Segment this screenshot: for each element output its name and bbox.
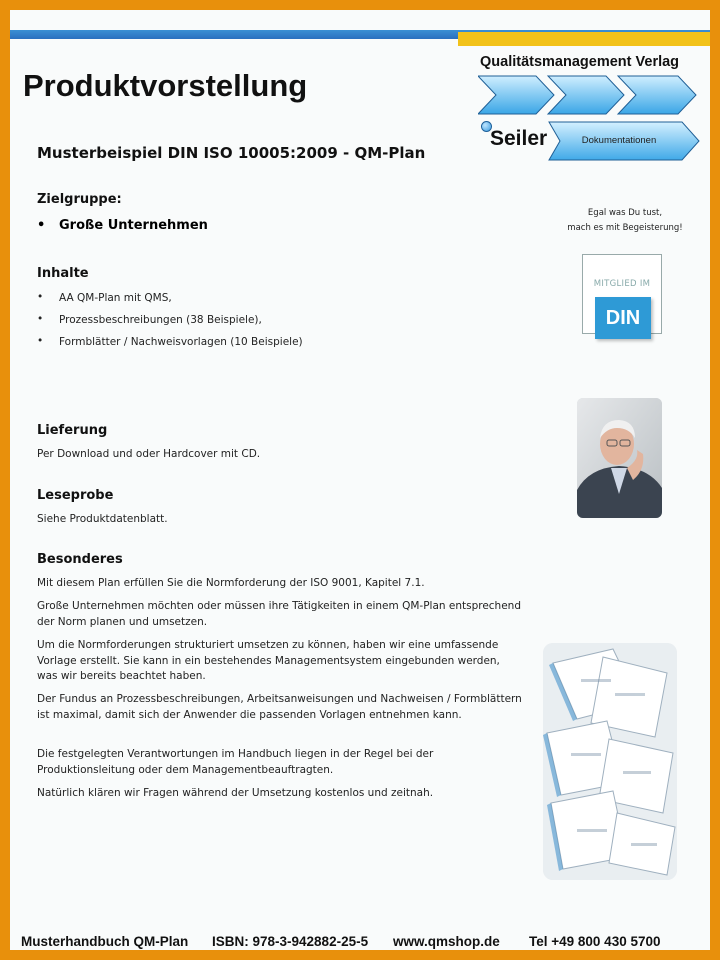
inhalte-heading: Inhalte [37, 266, 89, 281]
zielgruppe-heading: Zielgruppe: [37, 192, 122, 207]
books-stack-icon [543, 643, 677, 880]
author-portrait [577, 398, 662, 518]
brand-tagline: Qualitätsmanagement Verlag [480, 54, 680, 70]
list-item: • Formblätter / Nachweisvorlagen (10 Beispiele) [37, 336, 303, 358]
besonderes-paragraph: Große Unternehmen möchten oder müssen ihre Tätigkeiten in einem QM-Plan entsprechend der Norm planen und umsetzen. [37, 600, 521, 628]
besonderes-paragraph: Die festgelegten Verantwortungen im Handbuch liegen in der Regel bei der Produktionsleitung oder dem Managementbeauftragten. [37, 748, 434, 776]
list-item: • AA QM-Plan mit QMS, [37, 292, 303, 314]
besonderes-paragraph: Natürlich klären wir Fragen während der Umsetzung kostenlos und zeitnah. [37, 787, 434, 799]
besonderes-paragraph: Mit diesem Plan erfüllen Sie die Normforderung der ISO 9001, Kapitel 7.1. [37, 577, 425, 589]
footer-product: Musterhandbuch QM-Plan [21, 934, 189, 949]
product-books-image [543, 643, 677, 880]
motto [555, 206, 695, 236]
footer [10, 931, 710, 950]
din-logo: DIN [595, 297, 651, 339]
header-yellow-bar [458, 32, 710, 46]
leseprobe-heading: Leseprobe [37, 488, 114, 503]
besonderes-paragraph: Der Fundus an Prozessbeschreibungen, Arbeitsanweisungen und Nachweisen / Formblättern ist maximal, damit sich der Anwender die passenden Vorlagen entnehmen kann. [37, 693, 522, 721]
zielgruppe-item [37, 218, 208, 233]
lieferung-heading: Lieferung [37, 423, 108, 438]
motto-line: mach es mit Begeisterung! [567, 223, 683, 233]
din-membership-badge [582, 254, 662, 334]
lieferung-text: Per Download und oder Hardcover mit CD. [37, 448, 261, 460]
leseprobe-text: Siehe Produktdatenblatt. [37, 513, 168, 525]
bullet-icon: • [37, 218, 46, 233]
besonderes-heading: Besonderes [37, 552, 123, 567]
page [10, 10, 710, 950]
brand-name: Seiler [490, 127, 548, 150]
person-portrait-icon [577, 398, 662, 518]
din-member-label: MITGLIED IM [593, 279, 651, 289]
footer-phone: Tel +49 800 430 5700 [529, 934, 661, 949]
process-chevrons-icon [478, 74, 700, 116]
zielgruppe-item-label: Große Unternehmen [59, 218, 208, 233]
footer-isbn: ISBN: 978-3-942882-25-5 [212, 934, 369, 949]
motto-line: Egal was Du tust, [587, 208, 663, 218]
footer-website-link[interactable]: www.qmshop.de [393, 934, 500, 949]
list-item: • Prozessbeschreibungen (38 Beispiele), [37, 314, 303, 336]
page-title: Produktvorstellung [23, 68, 308, 103]
besonderes-paragraph: Um die Normforderungen strukturiert umsetzen zu können, haben wir eine umfassende Vorlage erstellt. Sie kann in ein bestehendes Managementsystem eingebunden werden, was wir bereits beachtet haben. [37, 639, 500, 682]
brand-tag: Dokumentationen [581, 135, 657, 146]
product-subtitle: Musterbeispiel DIN ISO 10005:2009 - QM-Plan [37, 144, 426, 162]
inhalte-list [37, 292, 303, 358]
